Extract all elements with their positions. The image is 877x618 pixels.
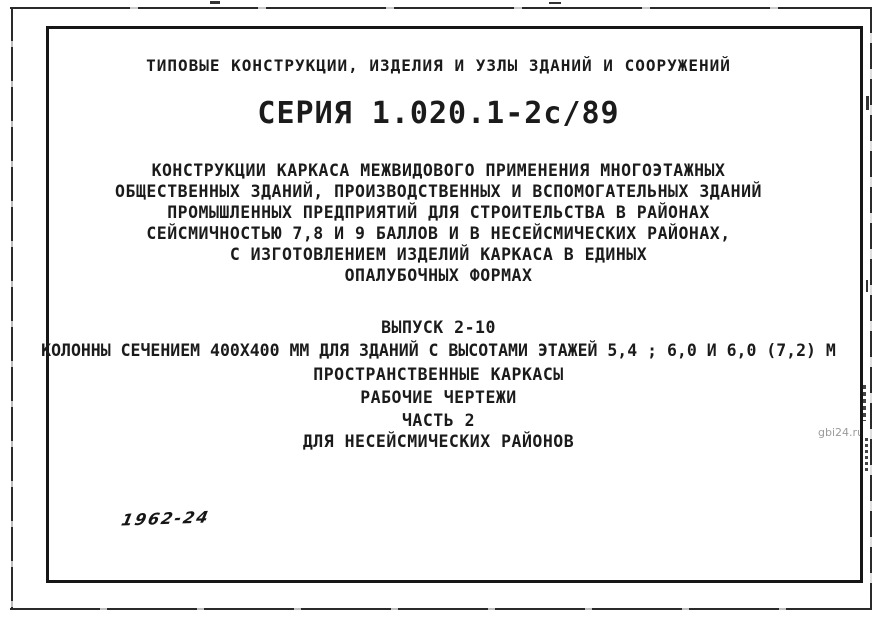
part-scope-line: ДЛЯ НЕСЕЙСМИЧЕСКИХ РАЙОНОВ	[302, 432, 575, 451]
series-title: СЕРИЯ 1.020.1-2с/89	[257, 96, 620, 131]
description-line: ПРОМЫШЛЕННЫХ ПРЕДПРИЯТИЙ ДЛЯ СТРОИТЕЛЬСТВА В РАЙОНАХ	[167, 203, 710, 222]
description-line: ОПАЛУБОЧНЫХ ФОРМАХ	[344, 266, 533, 285]
outer-border-top	[10, 7, 872, 9]
scan-artifact	[210, 1, 220, 4]
issue-label: ВЫПУСК 2-10	[381, 318, 496, 337]
site-watermark: gbi24.ru	[818, 426, 865, 439]
issue-line: РАБОЧИЕ ЧЕРТЕЖИ	[360, 388, 517, 407]
description-block	[0, 160, 877, 286]
handwritten-inventory-number: 1962-24	[119, 507, 212, 530]
description-line: С ИЗГОТОВЛЕНИЕМ ИЗДЕЛИЙ КАРКАСА В ЕДИНЫХ	[229, 245, 648, 264]
description-line: КОНСТРУКЦИИ КАРКАСА МЕЖВИДОВОГО ПРИМЕНЕНИЯ МНОГОЭТАЖНЫХ	[151, 161, 726, 180]
issue-line: ПРОСТРАНСТВЕННЫЕ КАРКАСЫ	[313, 365, 564, 384]
part-label: ЧАСТЬ 2	[401, 411, 476, 430]
scan-artifact	[549, 2, 561, 4]
description-line: ОБЩЕСТВЕННЫХ ЗДАНИЙ, ПРОИЗВОДСТВЕННЫХ И ВСПОМОГАТЕЛЬНЫХ ЗДАНИЙ	[115, 182, 762, 201]
document-kind-heading: ТИПОВЫЕ КОНСТРУКЦИИ, ИЗДЕЛИЯ И УЗЛЫ ЗДАНИЙ И СООРУЖЕНИЙ	[146, 56, 731, 75]
description-line: СЕЙСМИЧНОСТЬЮ 7,8 И 9 БАЛЛОВ И В НЕСЕЙСМИЧЕСКИХ РАЙОНАХ,	[146, 224, 731, 243]
outer-border-bottom	[10, 608, 872, 610]
issue-subject-line: КОЛОННЫ СЕЧЕНИЕМ 400Х400 ММ ДЛЯ ЗДАНИЙ С ВЫСОТАМИ ЭТАЖЕЙ 5,4 ; 6,0 И 6,0 (7,2) М	[41, 341, 836, 360]
